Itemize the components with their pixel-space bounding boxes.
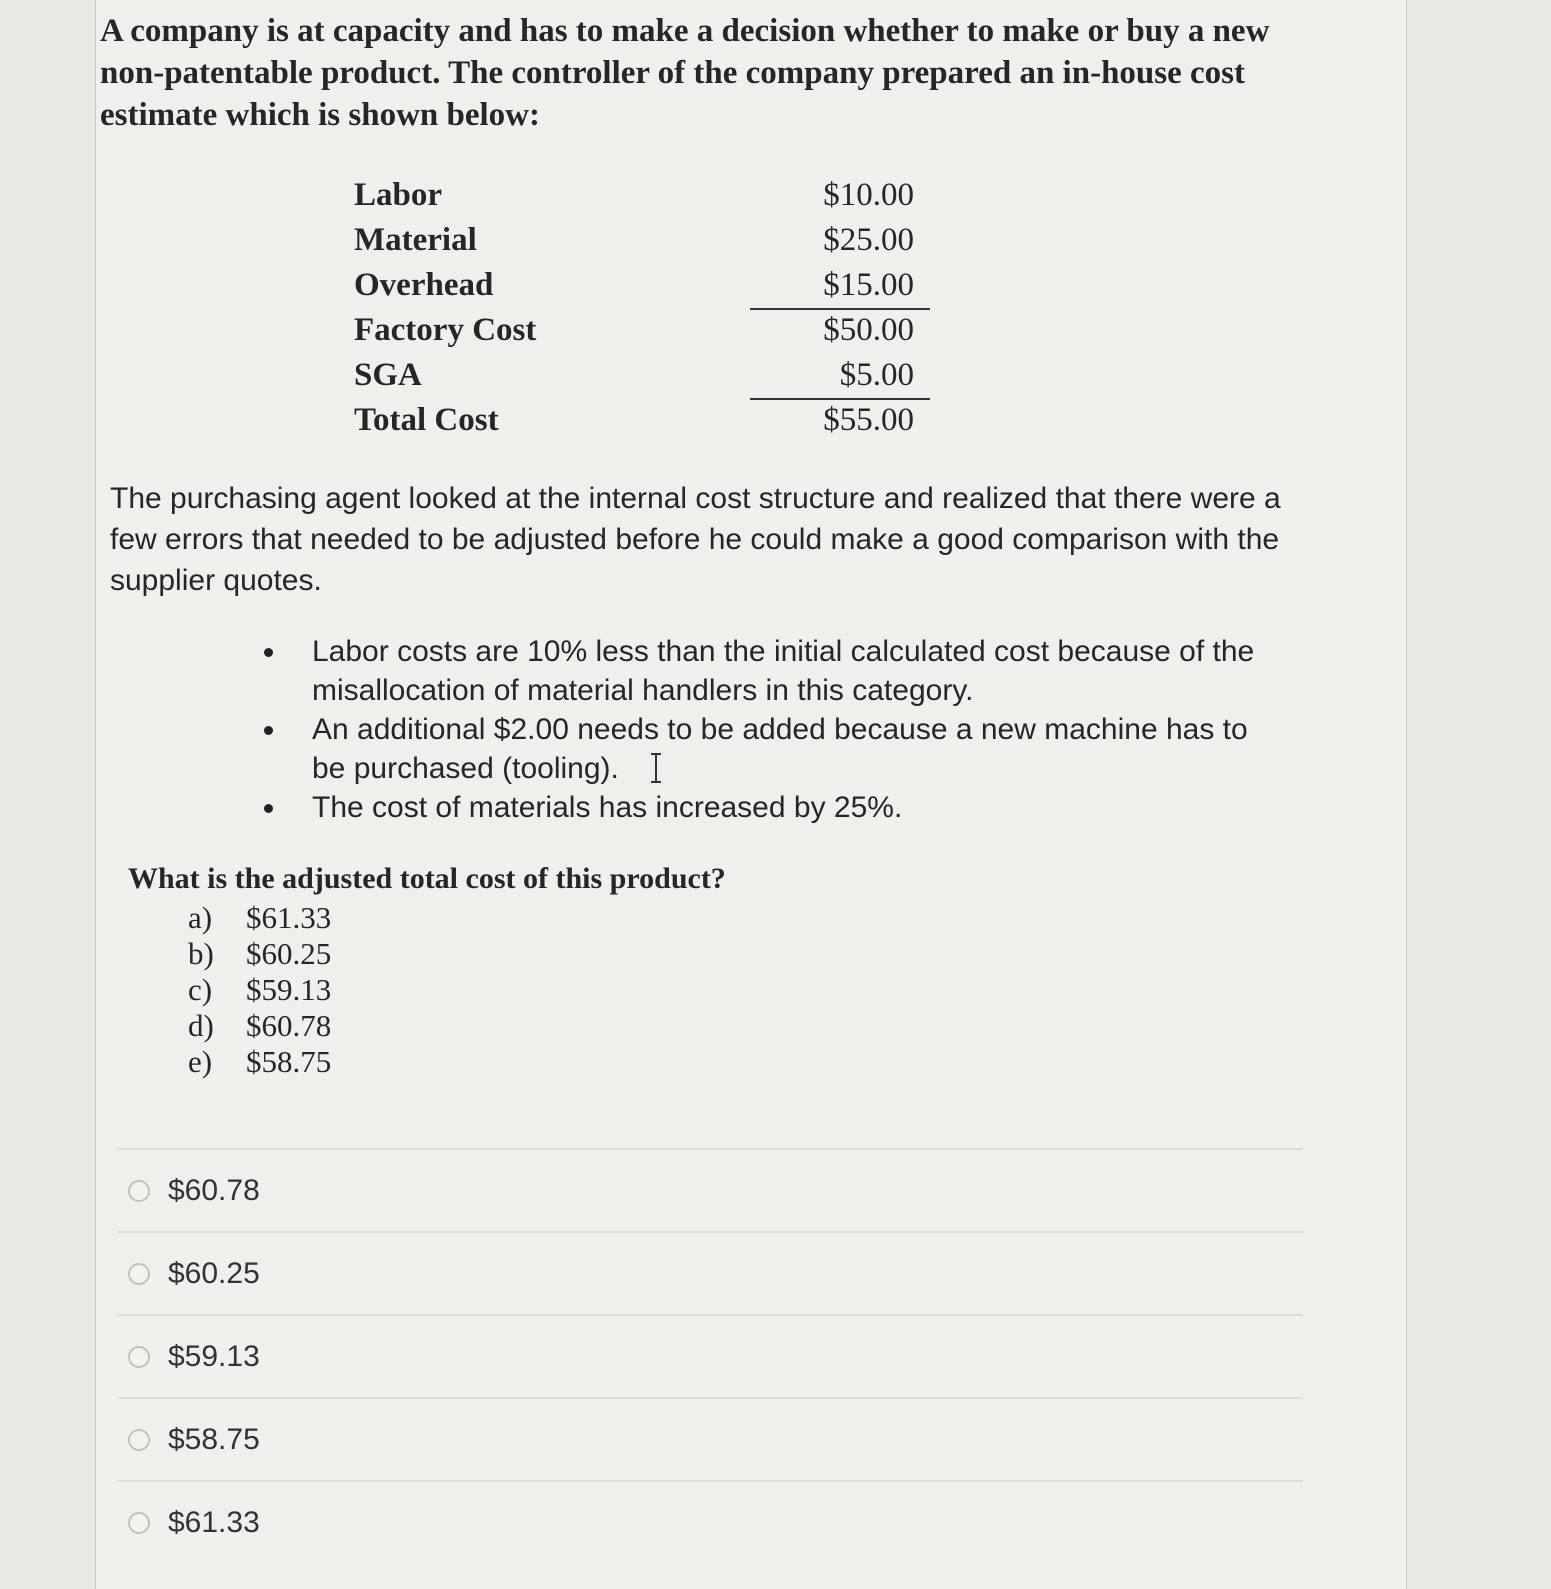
adjustment-bullets bbox=[260, 632, 1260, 827]
option-letter: b) bbox=[188, 936, 214, 971]
question-option bbox=[188, 936, 331, 972]
answer-choices bbox=[118, 1148, 1303, 1563]
question-option bbox=[188, 900, 331, 936]
text-cursor-icon bbox=[649, 752, 663, 784]
cost-label: Total Cost bbox=[354, 402, 499, 438]
option-letter: a) bbox=[188, 900, 213, 935]
answer-label[interactable]: $60.78 bbox=[168, 1174, 260, 1207]
answer-choice[interactable] bbox=[118, 1148, 1303, 1231]
cost-estimate-table bbox=[350, 173, 950, 443]
bullet-item bbox=[260, 632, 1260, 710]
cost-value: $55.00 bbox=[823, 402, 914, 438]
answer-label[interactable]: $60.25 bbox=[168, 1257, 260, 1290]
option-value: $60.25 bbox=[246, 936, 332, 971]
radio-button[interactable] bbox=[128, 1180, 150, 1202]
cost-label: Factory Cost bbox=[354, 312, 537, 348]
radio-button[interactable] bbox=[128, 1512, 150, 1534]
cost-row-factory-cost bbox=[350, 308, 950, 353]
bullet-item bbox=[260, 710, 1260, 788]
intro-text: A company is at capacity and has to make a decision whether to make or buy a new non-patentable product. The controller of the company prepared an in-house cost estimate which is shown below: bbox=[100, 13, 1270, 133]
option-value: $59.13 bbox=[246, 972, 332, 1007]
bullet-text: Labor costs are 10% less than the initial calculated cost because of the misallocation of material handlers in this category. bbox=[312, 635, 1255, 707]
cost-label: SGA bbox=[354, 357, 422, 393]
question-text: What is the adjusted total cost of this product? bbox=[128, 862, 726, 895]
cost-value: $10.00 bbox=[823, 177, 914, 213]
cost-value: $15.00 bbox=[823, 267, 914, 303]
radio-button[interactable] bbox=[128, 1346, 150, 1368]
answer-choice[interactable] bbox=[118, 1314, 1303, 1397]
cost-label: Material bbox=[354, 222, 477, 258]
cost-value: $5.00 bbox=[839, 357, 914, 393]
option-value: $61.33 bbox=[246, 900, 332, 935]
option-letter: e) bbox=[188, 1044, 213, 1079]
answer-label[interactable]: $61.33 bbox=[168, 1506, 260, 1539]
answer-label[interactable]: $58.75 bbox=[168, 1423, 260, 1456]
option-value: $60.78 bbox=[246, 1008, 332, 1043]
cost-row-total-cost bbox=[350, 398, 950, 443]
radio-button[interactable] bbox=[128, 1429, 150, 1451]
answer-choice[interactable] bbox=[118, 1480, 1303, 1563]
radio-button[interactable] bbox=[128, 1263, 150, 1285]
bullet-dot-icon bbox=[264, 726, 273, 735]
answer-label[interactable]: $59.13 bbox=[168, 1340, 260, 1373]
answer-choice[interactable] bbox=[118, 1397, 1303, 1480]
cost-row-material bbox=[350, 218, 950, 263]
bullet-text: An additional $2.00 needs to be added because a new machine has to be purchased (tooling). bbox=[312, 713, 1248, 785]
bullet-text: The cost of materials has increased by 25%. bbox=[312, 791, 903, 824]
bullet-dot-icon bbox=[264, 648, 273, 657]
cost-value: $50.00 bbox=[823, 312, 914, 348]
question-option bbox=[188, 972, 331, 1008]
cost-value: $25.00 bbox=[823, 222, 914, 258]
bullet-dot-icon bbox=[264, 804, 273, 813]
answer-choice[interactable] bbox=[118, 1231, 1303, 1314]
option-value: $58.75 bbox=[246, 1044, 332, 1079]
bullet-item bbox=[260, 788, 1260, 827]
cost-label: Overhead bbox=[354, 267, 494, 303]
option-letter: c) bbox=[188, 972, 213, 1007]
cost-row-labor bbox=[350, 173, 950, 218]
cost-row-sga bbox=[350, 353, 950, 398]
cost-label: Labor bbox=[354, 177, 443, 213]
question-option bbox=[188, 1008, 331, 1044]
adjustment-paragraph: The purchasing agent looked at the internal cost structure and realized that there were a few errors that needed to be adjusted before he could make a good comparison with the supplier quotes. bbox=[110, 482, 1281, 597]
option-letter: d) bbox=[188, 1008, 214, 1043]
question-options-list bbox=[188, 900, 331, 1080]
cost-row-overhead bbox=[350, 263, 950, 308]
question-option bbox=[188, 1044, 331, 1080]
